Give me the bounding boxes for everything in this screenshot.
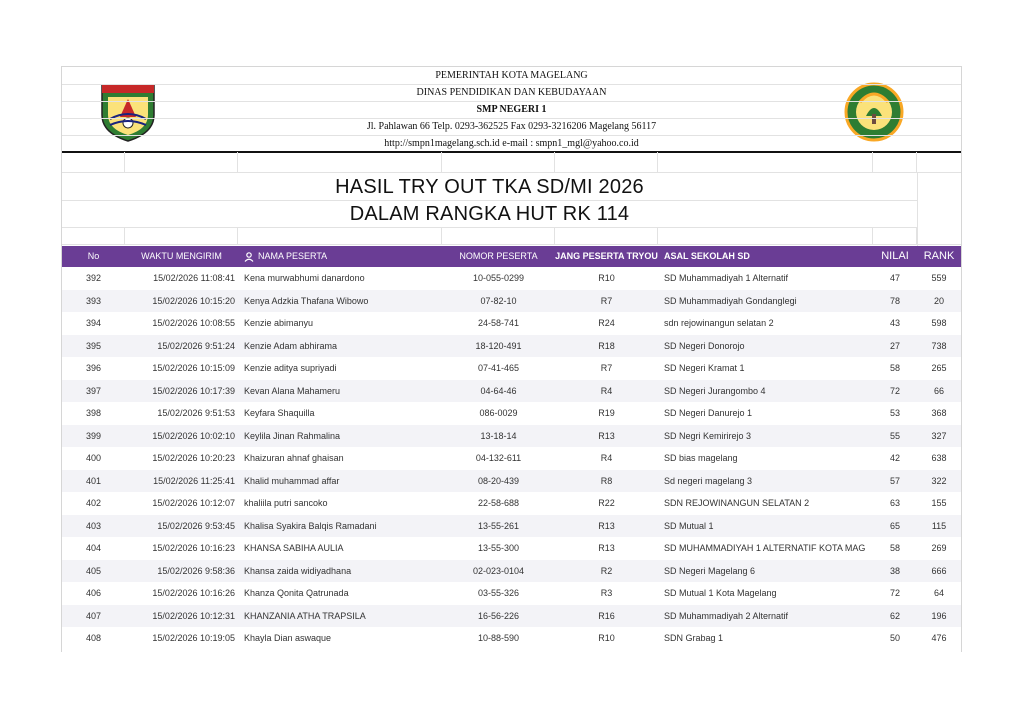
cell-nomor: 03-55-326 [477, 588, 520, 598]
cell-nomor: 16-56-226 [477, 610, 520, 621]
cell-rank: 598 [931, 318, 947, 328]
cell-no: 407 [85, 610, 102, 621]
cell-rank: 738 [931, 340, 947, 351]
person-icon [244, 252, 254, 262]
cell-asal: SD Negeri Donorojo [664, 340, 745, 351]
cell-nilai: 62 [889, 610, 900, 621]
cell-ruang: R22 [598, 498, 615, 508]
table-row [62, 492, 961, 515]
cell-ruang: R13 [598, 543, 615, 553]
cell-ruang: R2 [600, 565, 613, 576]
table-row [62, 357, 961, 380]
cell-rank: 322 [931, 475, 947, 486]
cell-nomor: 08-20-439 [477, 475, 520, 486]
letterhead-government: PEMERINTAH KOTA MAGELANG [435, 70, 588, 81]
cell-asal: SD Muhammadiyah 1 Alternatif [664, 273, 789, 283]
report-title: HASIL TRY OUT TKA SD/MI 2026 [335, 176, 644, 198]
cell-no: 405 [85, 565, 102, 576]
cell-no: 399 [85, 430, 102, 441]
cell-nomor: 04-132-611 [475, 453, 522, 463]
report-subtitle: DALAM RANGKA HUT RK 114 [349, 203, 630, 225]
letterhead-address: Jl. Pahlawan 66 Telp. 0293-362525 Fax 0293-3216206 Magelang 56117 [366, 121, 657, 132]
cell-rank: 265 [931, 363, 947, 373]
cell-nama: Khalisa Syakira Balqis Ramadani [244, 520, 377, 531]
header-nama: NAMA PESERTA [258, 251, 328, 261]
cell-ruang: R24 [598, 318, 615, 328]
cell-asal: SD Negeri Magelang 6 [664, 565, 756, 576]
table-row [62, 470, 961, 493]
cell-waktu: 15/02/2026 10:12:31 [152, 610, 235, 621]
cell-waktu: 15/02/2026 10:20:23 [152, 453, 235, 463]
cell-asal: sdn rejowinangun selatan 2 [664, 318, 774, 328]
table-row [62, 605, 961, 628]
cell-nilai: 65 [889, 520, 900, 531]
header-nomor: NOMOR PESERTA [459, 251, 538, 261]
cell-waktu: 15/02/2026 9:53:45 [157, 520, 235, 531]
table-row [62, 290, 961, 313]
cell-nama: Khayla Dian aswaque [244, 633, 332, 643]
cell-nomor: 22-58-688 [477, 498, 520, 508]
cell-no: 404 [85, 543, 102, 553]
cell-rank: 20 [933, 295, 944, 306]
table-row [62, 447, 961, 470]
table-row [62, 335, 961, 358]
cell-nilai: 43 [889, 318, 900, 328]
cell-nomor: 10-88-590 [477, 633, 520, 643]
table-row [62, 582, 961, 605]
table-row [62, 312, 961, 335]
cell-waktu: 15/02/2026 11:08:41 [153, 273, 235, 283]
cell-asal: Sd negeri magelang 3 [664, 475, 753, 486]
cell-nama: Kenzie aditya supriyadi [244, 363, 337, 373]
cell-asal: SD Negeri Jurangombo 4 [664, 385, 766, 396]
cell-ruang: R13 [598, 430, 615, 441]
cell-ruang: R13 [598, 520, 615, 531]
cell-waktu: 15/02/2026 10:16:26 [152, 588, 235, 598]
cell-ruang: R16 [598, 610, 615, 621]
cell-no: 396 [85, 363, 102, 373]
cell-waktu: 15/02/2026 10:15:09 [152, 363, 235, 373]
cell-nama: Keylila Jinan Rahmalina [244, 430, 341, 441]
cell-nama: Kenzie abimanyu [244, 318, 314, 328]
cell-asal: SD Negeri Danurejo 1 [664, 408, 753, 418]
cell-no: 402 [85, 498, 102, 508]
cell-nomor: 13-18-14 [480, 430, 517, 441]
cell-nilai: 55 [889, 430, 900, 441]
cell-no: 397 [85, 385, 102, 396]
cell-waktu: 15/02/2026 9:51:53 [157, 408, 235, 418]
cell-ruang: R8 [600, 475, 613, 486]
table-row [62, 560, 961, 583]
table-row [62, 627, 961, 650]
header-asal: ASAL SEKOLAH SD [664, 251, 750, 261]
cell-waktu: 15/02/2026 10:17:39 [152, 385, 235, 396]
cell-nama: Khaizuran ahnaf ghaisan [244, 453, 344, 463]
spreadsheet-page [61, 66, 962, 652]
cell-nilai: 47 [889, 273, 900, 283]
cell-ruang: R3 [600, 588, 613, 598]
cell-waktu: 15/02/2026 10:12:07 [152, 498, 235, 508]
cell-asal: SD MUHAMMADIYAH 1 ALTERNATIF KOTA MAG [664, 543, 866, 553]
header-nilai: NILAI [881, 250, 909, 262]
cell-asal: SD Mutual 1 Kota Magelang [664, 588, 777, 598]
cell-nilai: 38 [889, 565, 900, 576]
cell-nilai: 72 [889, 385, 900, 396]
cell-rank: 155 [931, 498, 947, 508]
cell-rank: 64 [933, 588, 944, 598]
cell-nilai: 63 [889, 498, 900, 508]
cell-rank: 559 [931, 273, 947, 283]
cell-no: 406 [85, 588, 102, 598]
cell-nilai: 53 [889, 408, 900, 418]
cell-nama: Kenzie Adam abhirama [244, 340, 338, 351]
table-row [62, 380, 961, 403]
cell-rank: 269 [931, 543, 947, 553]
cell-ruang: R7 [600, 363, 613, 373]
cell-waktu: 15/02/2026 10:02:10 [152, 430, 235, 441]
cell-nomor: 13-55-261 [477, 520, 520, 531]
letterhead [62, 66, 961, 152]
cell-no: 408 [85, 633, 102, 643]
cell-nama: Kenya Adzkia Thafana Wibowo [244, 295, 369, 306]
cell-rank: 368 [931, 408, 947, 418]
cell-nama: Kevan Alana Mahameru [244, 385, 341, 396]
cell-ruang: R4 [600, 453, 613, 463]
blank-grid-row [62, 152, 961, 173]
cell-nama: Khansa zaida widiyadhana [244, 565, 352, 576]
cell-asal: SD Muhammadiyah Gondanglegi [664, 295, 797, 306]
cell-nomor: 18-120-491 [475, 340, 522, 351]
cell-rank: 196 [931, 610, 947, 621]
header-waktu: WAKTU MENGIRIM [141, 251, 222, 261]
cell-waktu: 15/02/2026 9:51:24 [157, 340, 235, 351]
cell-asal: SD Muhammadiyah 2 Alternatif [664, 610, 789, 621]
header-ruang: JANG PESERTA TRYOU [555, 251, 658, 261]
cell-ruang: R10 [598, 273, 615, 283]
table-row [62, 537, 961, 560]
cell-nomor: 13-55-300 [477, 543, 520, 553]
cell-asal: SD Negeri Kramat 1 [664, 363, 745, 373]
cell-waktu: 15/02/2026 11:25:41 [153, 475, 235, 486]
letterhead-contact: http://smpn1magelang.sch.id e-mail : smpn1_mgl@yahoo.co.id [384, 138, 639, 149]
cell-no: 400 [85, 453, 102, 463]
cell-nomor: 02-023-0104 [472, 565, 525, 576]
cell-nomor: 086-0029 [479, 408, 518, 418]
cell-nama: khaliila putri sancoko [244, 498, 328, 508]
cell-nama: Khalid muhammad affar [244, 475, 340, 486]
cell-nilai: 42 [889, 453, 900, 463]
cell-no: 393 [85, 295, 102, 306]
cell-no: 395 [85, 340, 102, 351]
cell-nilai: 58 [889, 363, 900, 373]
cell-nomor: 10-055-0299 [472, 273, 525, 283]
cell-rank: 327 [931, 430, 947, 441]
cell-ruang: R18 [598, 340, 615, 351]
cell-waktu: 15/02/2026 9:58:36 [157, 565, 235, 576]
cell-nama: Keyfara Shaquilla [244, 408, 315, 418]
cell-ruang: R19 [598, 408, 615, 418]
cell-nomor: 04-64-46 [480, 385, 517, 396]
blank-grid-row-2 [62, 227, 961, 245]
cell-no: 401 [85, 475, 102, 486]
cell-asal: SDN Grabag 1 [664, 633, 724, 643]
cell-asal: SD bias magelang [664, 453, 738, 463]
cell-rank: 638 [931, 453, 947, 463]
cell-nilai: 72 [889, 588, 900, 598]
cell-nilai: 27 [889, 340, 900, 351]
cell-waktu: 15/02/2026 10:19:05 [152, 633, 235, 643]
cell-rank: 476 [931, 633, 947, 643]
table-header [62, 246, 961, 267]
letterhead-department: DINAS PENDIDIKAN DAN KEBUDAYAAN [416, 87, 607, 98]
cell-asal: SD Mutual 1 [664, 520, 714, 531]
cell-no: 392 [85, 273, 102, 283]
cell-nomor: 07-82-10 [480, 295, 517, 306]
cell-nilai: 50 [889, 633, 900, 643]
cell-nama: Kena murwabhumi danardono [244, 273, 365, 283]
cell-waktu: 15/02/2026 10:15:20 [152, 295, 235, 306]
cell-asal: SD Negri Kemirirejo 3 [664, 430, 752, 441]
cell-ruang: R10 [598, 633, 615, 643]
cell-rank: 115 [931, 520, 947, 531]
cell-nomor: 07-41-465 [477, 363, 520, 373]
cell-ruang: R4 [600, 385, 613, 396]
header-nama-cell [244, 246, 442, 267]
cell-rank: 66 [933, 385, 944, 396]
header-no: No [87, 251, 100, 261]
table-row [62, 515, 961, 538]
table-row [62, 425, 961, 448]
cell-no: 398 [85, 408, 102, 418]
letterhead-school-name: SMP NEGERI 1 [476, 104, 547, 115]
cell-rank: 666 [931, 565, 947, 576]
cell-nama: Khanza Qonita Qatrunada [244, 588, 349, 598]
table-row [62, 267, 961, 290]
cell-nilai: 58 [889, 543, 900, 553]
cell-waktu: 15/02/2026 10:08:55 [152, 318, 235, 328]
cell-nama: KHANSA SABIHA AULIA [244, 543, 344, 553]
cell-no: 394 [85, 318, 102, 328]
cell-waktu: 15/02/2026 10:16:23 [152, 543, 235, 553]
cell-nilai: 78 [889, 295, 900, 306]
cell-asal: SDN REJOWINANGUN SELATAN 2 [664, 498, 810, 508]
header-rank: RANK [923, 250, 955, 262]
cell-nama: KHANZANIA ATHA TRAPSILA [244, 610, 366, 621]
cell-ruang: R7 [600, 295, 613, 306]
cell-nomor: 24-58-741 [477, 318, 520, 328]
cell-no: 403 [85, 520, 102, 531]
table-row [62, 402, 961, 425]
cell-nilai: 57 [889, 475, 900, 486]
